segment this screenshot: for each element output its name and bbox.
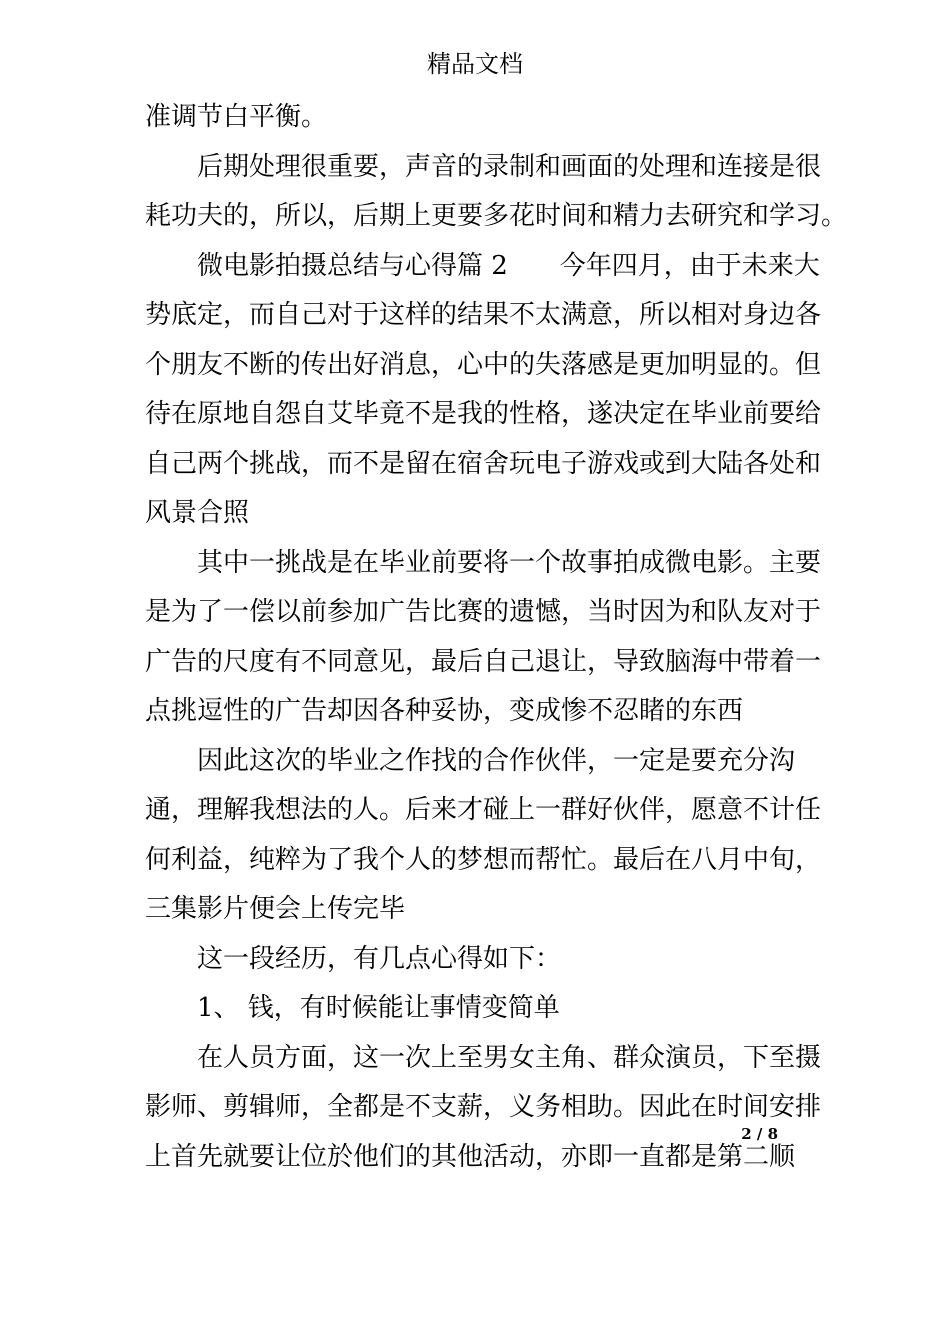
text-line: 个朋友不断的传出好消息，心中的失落感是更加明显的。但 xyxy=(145,349,822,380)
text-line: 影师、剪辑师，全都是不支薪，义务相助。因此在时间安排 xyxy=(145,1092,822,1122)
text-line: 何利益，纯粹为了我个人的梦想而帮忙。最后在八月中旬， xyxy=(145,844,822,875)
text-line: 在人员方面，这一次上至男女主角、群众演员，下至摄 xyxy=(197,1042,822,1073)
text-line: 风景合照 xyxy=(145,498,250,528)
text-line: 待在原地自怨自艾毕竟不是我的性格，遂决定在毕业前要给 xyxy=(145,399,822,429)
text-line: 上首先就要让位於他们的其他活动，亦即一直都是第二顺 xyxy=(145,1141,796,1172)
page-number: 2 / 8 xyxy=(741,1125,778,1143)
text-line: 后期处理很重要，声音的录制和画面的处理和连接是很 xyxy=(197,151,822,182)
text-line: 耗功夫的，所以，后期上更要多花时间和精力去研究和学习。 xyxy=(145,201,848,231)
text-line: 点挑逗性的广告却因各种妥协，变成惨不忍睹的东西 xyxy=(145,696,744,726)
text-line: 其中一挑战是在毕业前要将一个故事拍成微电影。主要 xyxy=(197,547,822,578)
text-line: 准调节白平衡。 xyxy=(145,102,328,132)
text-line: 微电影拍摄总结与心得篇 2 今年四月，由于未来大 xyxy=(197,250,820,281)
document-header-title: 精品文档 xyxy=(427,50,523,78)
text-line: 三集影片便会上传完毕 xyxy=(145,894,406,924)
text-line: 势底定，而自己对于这样的结果不太满意，所以相对身边各 xyxy=(145,300,822,330)
text-line: 自己两个挑战，而不是留在宿舍玩电子游戏或到大陆各处和 xyxy=(145,448,822,479)
document-body xyxy=(145,97,848,1186)
text-line: 1、 钱，有时候能让事情变简单 xyxy=(197,993,560,1023)
text-line: 因此这次的毕业之作找的合作伙伴，一定是要充分沟 xyxy=(197,745,796,776)
text-line: 这一段经历，有几点心得如下： xyxy=(197,943,562,974)
text-line: 通，理解我想法的人。后来才碰上一群好伙伴，愿意不计任 xyxy=(145,795,822,825)
text-line: 广告的尺度有不同意见，最后自己退让，导致脑海中带着一 xyxy=(145,646,822,677)
text-line: 是为了一偿以前参加广告比赛的遗憾，当时因为和队友对于 xyxy=(145,597,822,627)
